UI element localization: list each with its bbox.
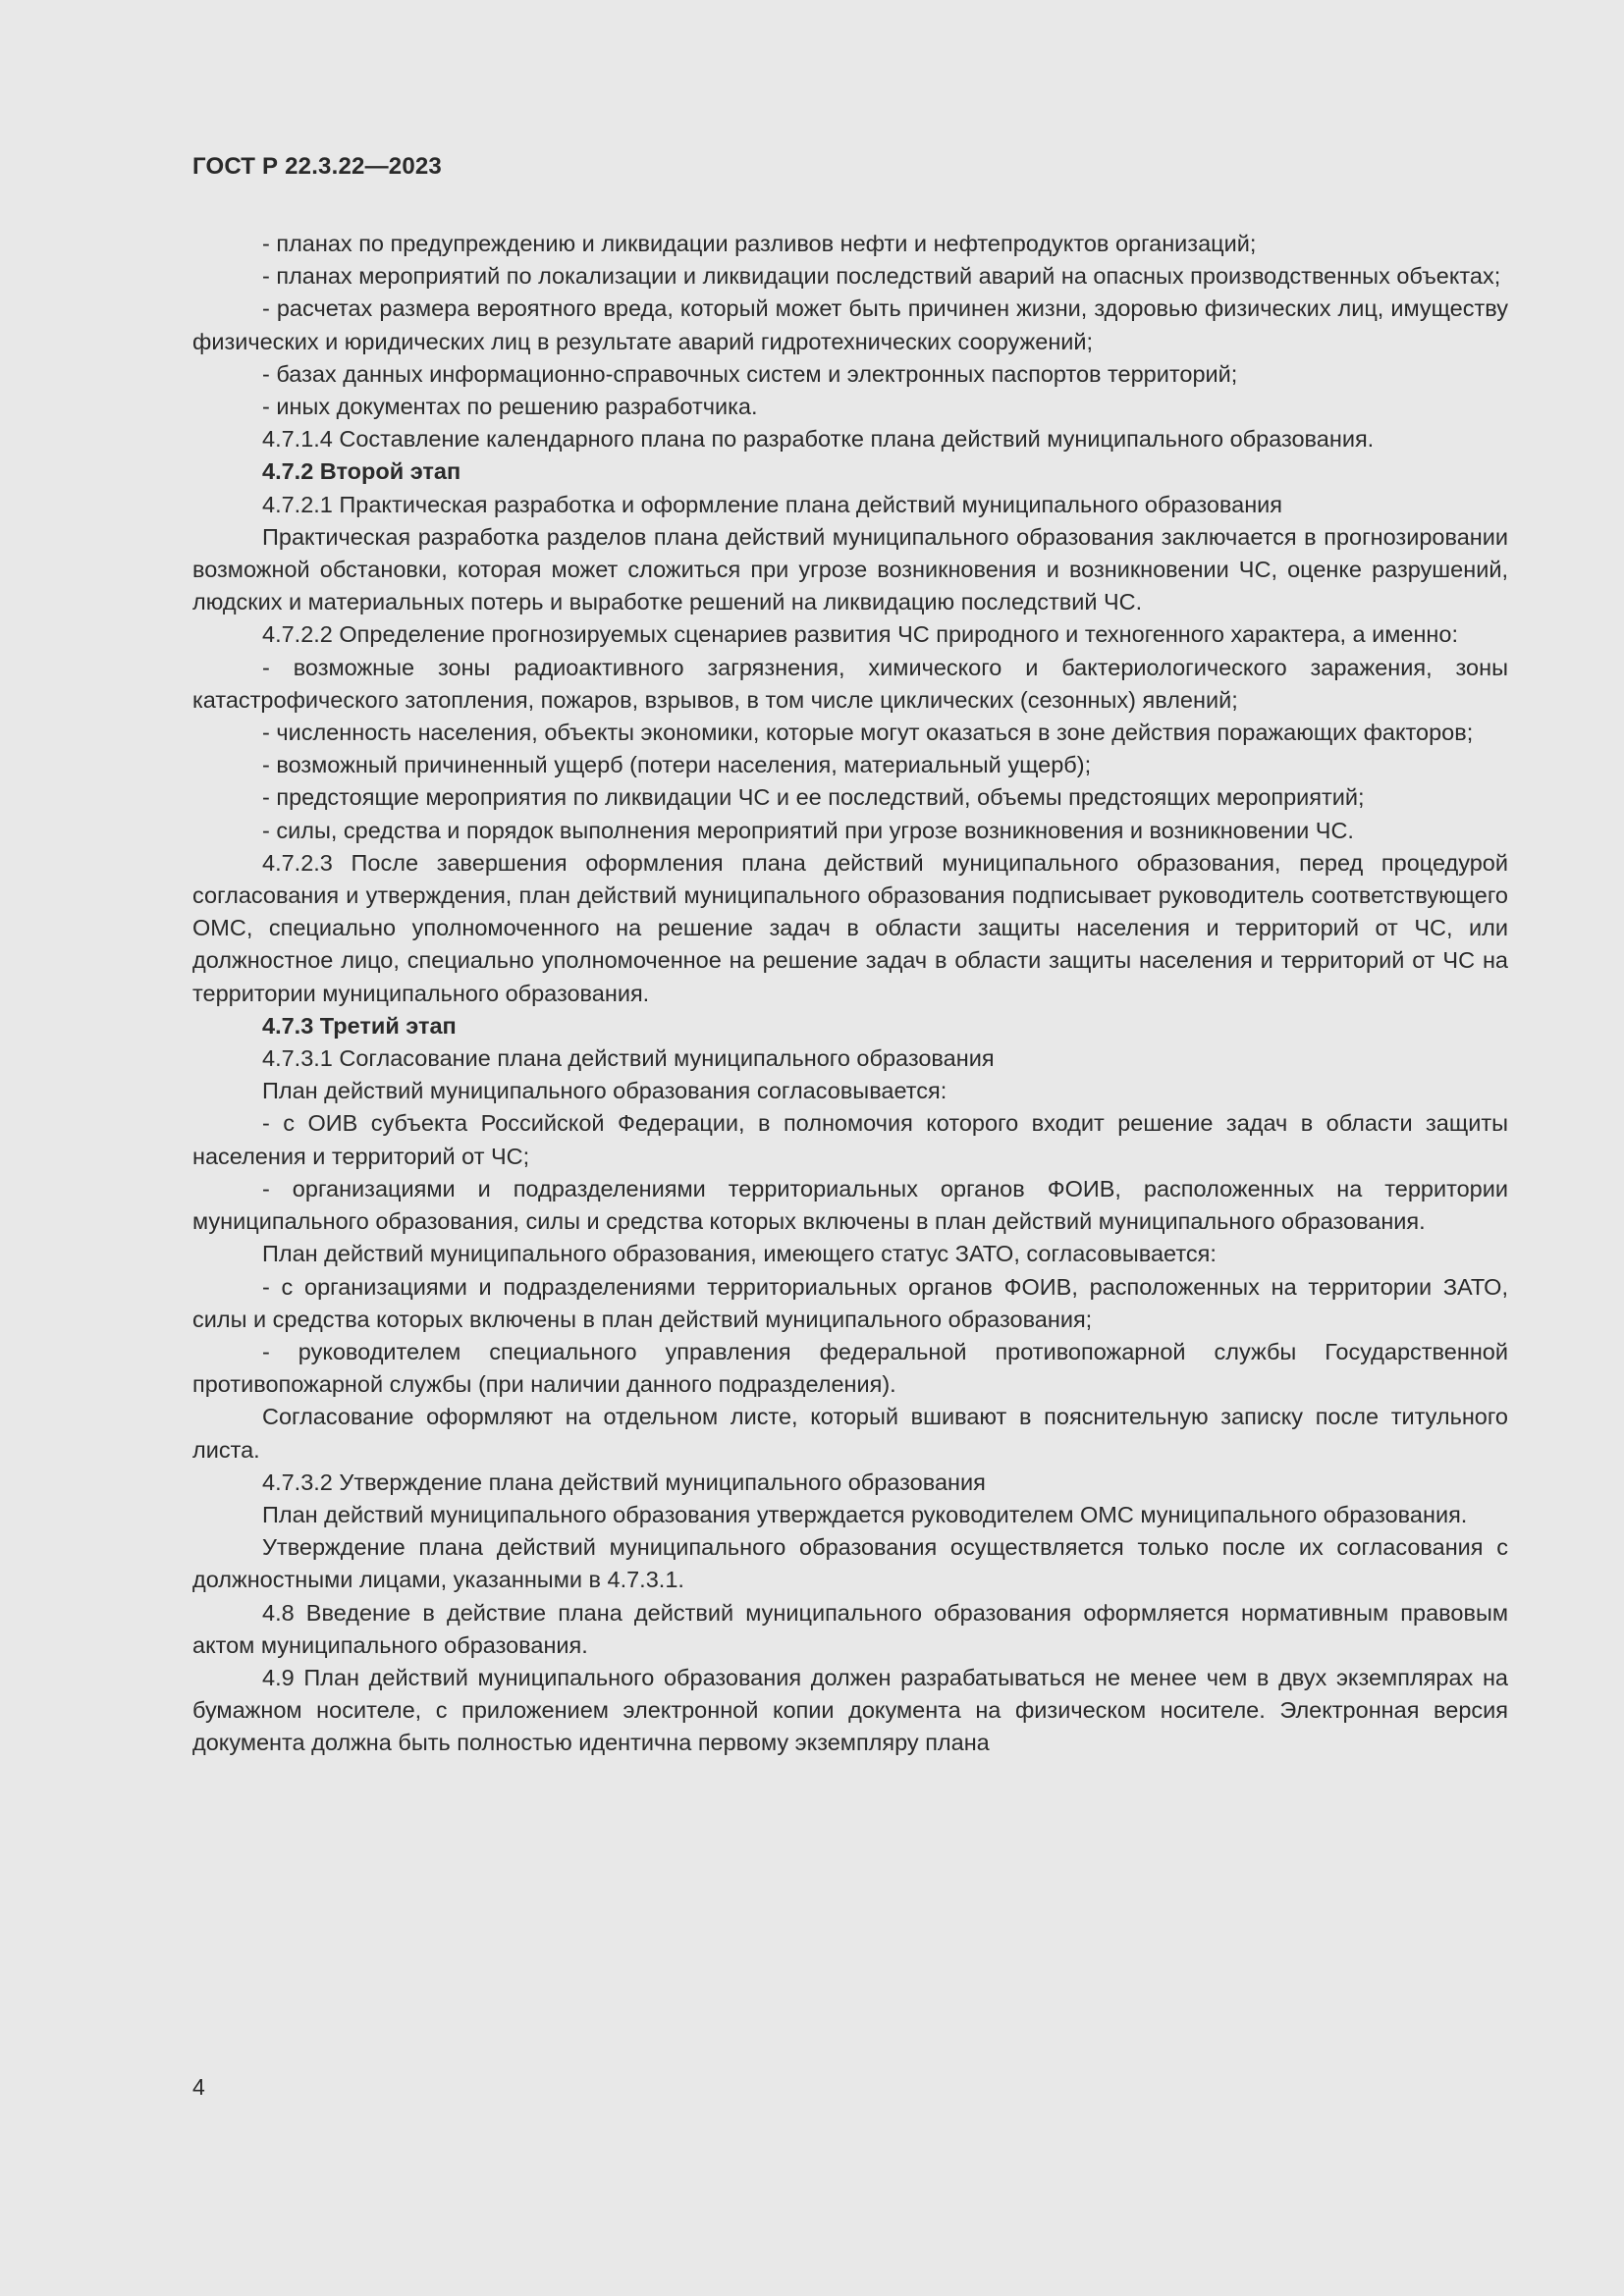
body-paragraph: - численность населения, объекты экономики, которые могут оказаться в зоне действия поражающих факторов; xyxy=(262,720,1474,746)
body-paragraph: 4.7.3.1 Согласование плана действий муниципального образования xyxy=(262,1045,995,1072)
body-paragraph: 4.7.3.2 Утверждение плана действий муниципального образования xyxy=(262,1468,986,1495)
section-heading: 4.7.3 Третий этап xyxy=(262,1012,457,1039)
body-paragraph: 4.8 Введение в действие плана действий муниципального образования оформляется нормативным правовым актом муниципального образования. xyxy=(192,1599,1508,1658)
body-paragraph: - базах данных информационно-справочных систем и электронных паспортов территорий; xyxy=(262,360,1238,387)
body-paragraph: - с организациями и подразделениями территориальных органов ФОИВ, расположенных на территории ЗАТО, силы и средства которых включены в план действий муниципального образования; xyxy=(192,1273,1508,1332)
body-paragraph: 4.9 План действий муниципального образования должен разрабатываться не менее чем в двух экземплярах на бумажном носителе, с приложением электронной копии документа на физическом носителе. Электронная версия документа должна быть полностью идентична первому экземпляру плана xyxy=(192,1664,1508,1756)
body-paragraph: - планах мероприятий по локализации и ликвидации последствий аварий на опасных производственных объектах; xyxy=(262,263,1501,290)
body-paragraph: 4.7.2.1 Практическая разработка и оформление плана действий муниципального образования xyxy=(262,491,1283,517)
body-paragraph: - организациями и подразделениями территориальных органов ФОИВ, расположенных на территории муниципального образования, силы и средства которых включены в план действий муниципального образования. xyxy=(192,1175,1508,1235)
section-heading: 4.7.2 Второй этап xyxy=(262,458,461,485)
page-number: 4 xyxy=(192,2074,205,2100)
body-paragraph: - возможный причиненный ущерб (потери населения, материальный ущерб); xyxy=(262,752,1092,778)
body-paragraph: - возможные зоны радиоактивного загрязнения, химического и бактериологического заражения, зоны катастрофического затопления, пожаров, взрывов, в том числе циклических (сезонных) явлений; xyxy=(192,654,1508,713)
body-paragraph: - с ОИВ субъекта Российской Федерации, в полномочия которого входит решение задач в области защиты населения и территорий от ЧС; xyxy=(192,1110,1508,1169)
body-paragraph: Практическая разработка разделов плана действий муниципального образования заключается в прогнозировании возможной обстановки, которая может сложиться при угрозе возникновения и возникновении ЧС, оценке разрушений, людских и материальных потерь и выработке решений на ликвидацию последствий ЧС. xyxy=(192,523,1508,615)
body-paragraph: Согласование оформляют на отдельном листе, который вшивают в пояснительную записку после титульного листа. xyxy=(192,1404,1508,1463)
body-paragraph: 4.7.2.3 После завершения оформления плана действий муниципального образования, перед процедурой согласования и утверждения, план действий муниципального образования подписывает руководитель соответствующего ОМС, специально уполномоченного на решение задач в области защиты населения и территорий от ЧС, или должностное лицо, специально уполномоченное на решение задач в области защиты населения и территорий от ЧС на территории муниципального образования. xyxy=(192,849,1508,1006)
body-paragraph: - расчетах размера вероятного вреда, который может быть причинен жизни, здоровью физических лиц, имуществу физических и юридических лиц в результате аварий гидротехнических сооружений; xyxy=(192,295,1508,354)
document-code-header: ГОСТ Р 22.3.22—2023 xyxy=(192,153,442,180)
body-paragraph: План действий муниципального образования, имеющего статус ЗАТО, согласовывается: xyxy=(262,1241,1217,1267)
body-paragraph: - силы, средства и порядок выполнения мероприятий при угрозе возникновения и возникновении ЧС. xyxy=(262,817,1354,843)
body-paragraph: План действий муниципального образования согласовывается: xyxy=(262,1078,947,1104)
body-paragraph: 4.7.1.4 Составление календарного плана по разработке плана действий муниципального образования. xyxy=(262,426,1375,453)
body-paragraph: - предстоящие мероприятия по ликвидации ЧС и ее последствий, объемы предстоящих мероприятий; xyxy=(262,784,1365,811)
body-paragraph: - иных документах по решению разработчика. xyxy=(262,394,758,420)
body-paragraph: Утверждение плана действий муниципального образования осуществляется только после их согласования с должностными лицами, указанными в 4.7.3.1. xyxy=(192,1534,1508,1593)
body-paragraph: 4.7.2.2 Определение прогнозируемых сценариев развития ЧС природного и техногенного характера, а именно: xyxy=(262,621,1459,648)
body-paragraph: - руководителем специального управления федеральной противопожарной службы Государственной противопожарной службы (при наличии данного подразделения). xyxy=(192,1338,1508,1398)
document-body xyxy=(192,228,1508,1760)
body-paragraph: План действий муниципального образования утверждается руководителем ОМС муниципального образования. xyxy=(262,1501,1468,1527)
body-paragraph: - планах по предупреждению и ликвидации разливов нефти и нефтепродуктов организаций; xyxy=(262,231,1257,256)
